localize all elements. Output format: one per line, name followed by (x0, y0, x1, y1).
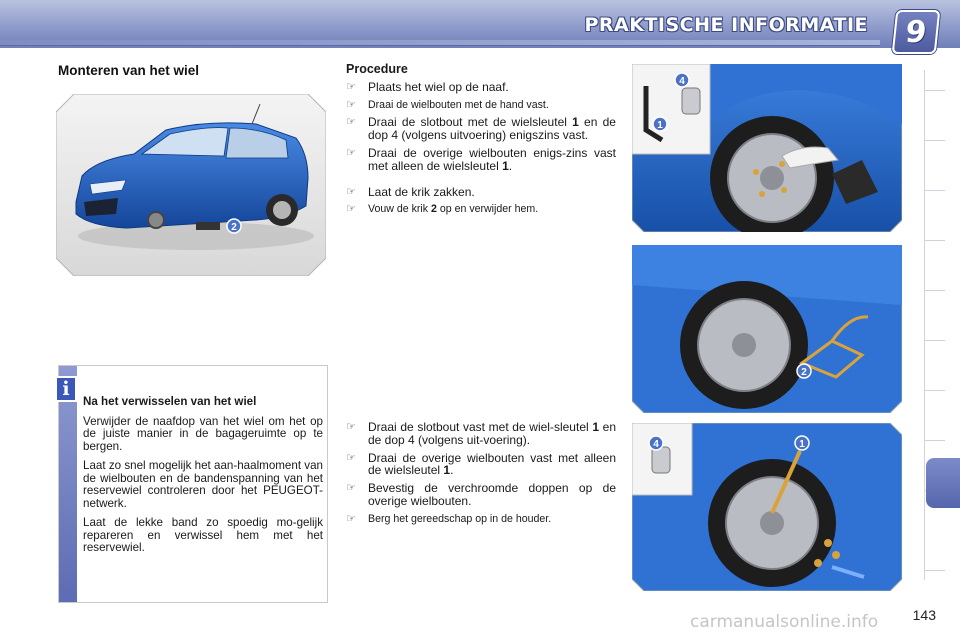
procedure-step: ☞ Draai de overige wielbouten vast met alleen de wielsleutel 1. (346, 450, 616, 478)
info-content (83, 396, 323, 562)
procedure-step: ☞ Vouw de krik 2 op en verwijder hem. (346, 203, 539, 216)
procedure-step: ☞ Draai de slotbout met de wielsleutel 1 en de dop 4 (volgens uitvoering) enigszins vast. (346, 115, 616, 143)
side-tab-divider (925, 90, 945, 91)
info-paragraph: Verwijder de naafdop van het wiel om het op de juiste manier in de bagageruimte op te bergen. (83, 414, 323, 453)
pointing-hand-icon: ☞ (346, 116, 356, 129)
car-illustration (56, 94, 326, 276)
pointing-hand-icon: ☞ (346, 451, 356, 464)
procedure-step: ☞ Berg het gereedschap op in de houder. (346, 512, 552, 525)
side-tab-divider (925, 570, 945, 571)
callout-number: 4 (679, 76, 685, 87)
header-band (0, 0, 960, 48)
procedure-step: ☞ Bevestig de verchroomde doppen op de overige wielbouten. (346, 481, 616, 508)
section-title: Monteren van het wiel (58, 63, 200, 78)
header-stripe (0, 40, 880, 46)
procedure-step: ☞ Draai de overige wielbouten enigs-zins vast met alleen de wielsleutel 1. (346, 145, 616, 173)
callout-number: 1 (657, 120, 663, 131)
info-heading: Na het verwisselen van het wiel (83, 395, 257, 408)
procedure-step: ☞ Laat de krik zakken. (346, 184, 475, 199)
side-tab-divider (925, 340, 945, 341)
side-tab-divider (925, 190, 945, 191)
illustration-final-tighten (632, 423, 902, 591)
illustration-tighten-bolts (632, 64, 902, 232)
side-tab-divider (925, 390, 945, 391)
illustration-lower-jack (632, 245, 902, 413)
procedure-step: ☞ Draai de wielbouten met de hand vast. (346, 98, 549, 111)
callout-number: 2 (231, 222, 237, 233)
pointing-hand-icon: ☞ (346, 512, 356, 525)
procedure-step: ☞ Draai de slotbout vast met de wiel-sleutel 1 en de dop 4 (volgens uit-voering). (346, 420, 616, 447)
info-paragraph: Laat zo snel mogelijk het aan-haalmoment van de wielbouten en de bandenspanning van het reservewiel controleren door het PEUGEOT-netwerk. (83, 459, 323, 510)
pointing-hand-icon: ☞ (346, 146, 356, 159)
chapter-number-badge: 9 (892, 10, 941, 54)
pointing-hand-icon: ☞ (346, 421, 356, 433)
chapter-title: PRAKTISCHE INFORMATIE (584, 14, 868, 36)
pointing-hand-icon: ☞ (346, 185, 356, 198)
side-tab-active[interactable] (926, 458, 960, 508)
pointing-hand-icon: ☞ (346, 203, 356, 216)
side-tab-divider (925, 440, 945, 441)
side-tab-divider (925, 290, 945, 291)
callout-number: 1 (799, 439, 805, 450)
pointing-hand-icon: ☞ (346, 98, 356, 111)
side-tab-divider (925, 240, 945, 241)
info-paragraph: Laat de lekke band zo spoedig mo-gelijk repareren en verwissel hem met het reservewiel. (83, 516, 323, 554)
watermark: carmanualsonline.info (690, 612, 879, 632)
pointing-hand-icon: ☞ (346, 80, 356, 93)
info-icon: i (55, 376, 77, 402)
pointing-hand-icon: ☞ (346, 482, 356, 495)
procedure-step: ☞ Plaats het wiel op de naaf. (346, 79, 509, 94)
page-number: 143 (912, 607, 936, 623)
callout-number: 2 (801, 367, 807, 378)
info-box (58, 365, 328, 603)
callout-number: 4 (653, 439, 659, 450)
side-tab-divider (925, 140, 945, 141)
procedure-heading: Procedure (346, 62, 408, 76)
procedure-column-lower (346, 421, 616, 531)
procedure-column (346, 63, 616, 221)
